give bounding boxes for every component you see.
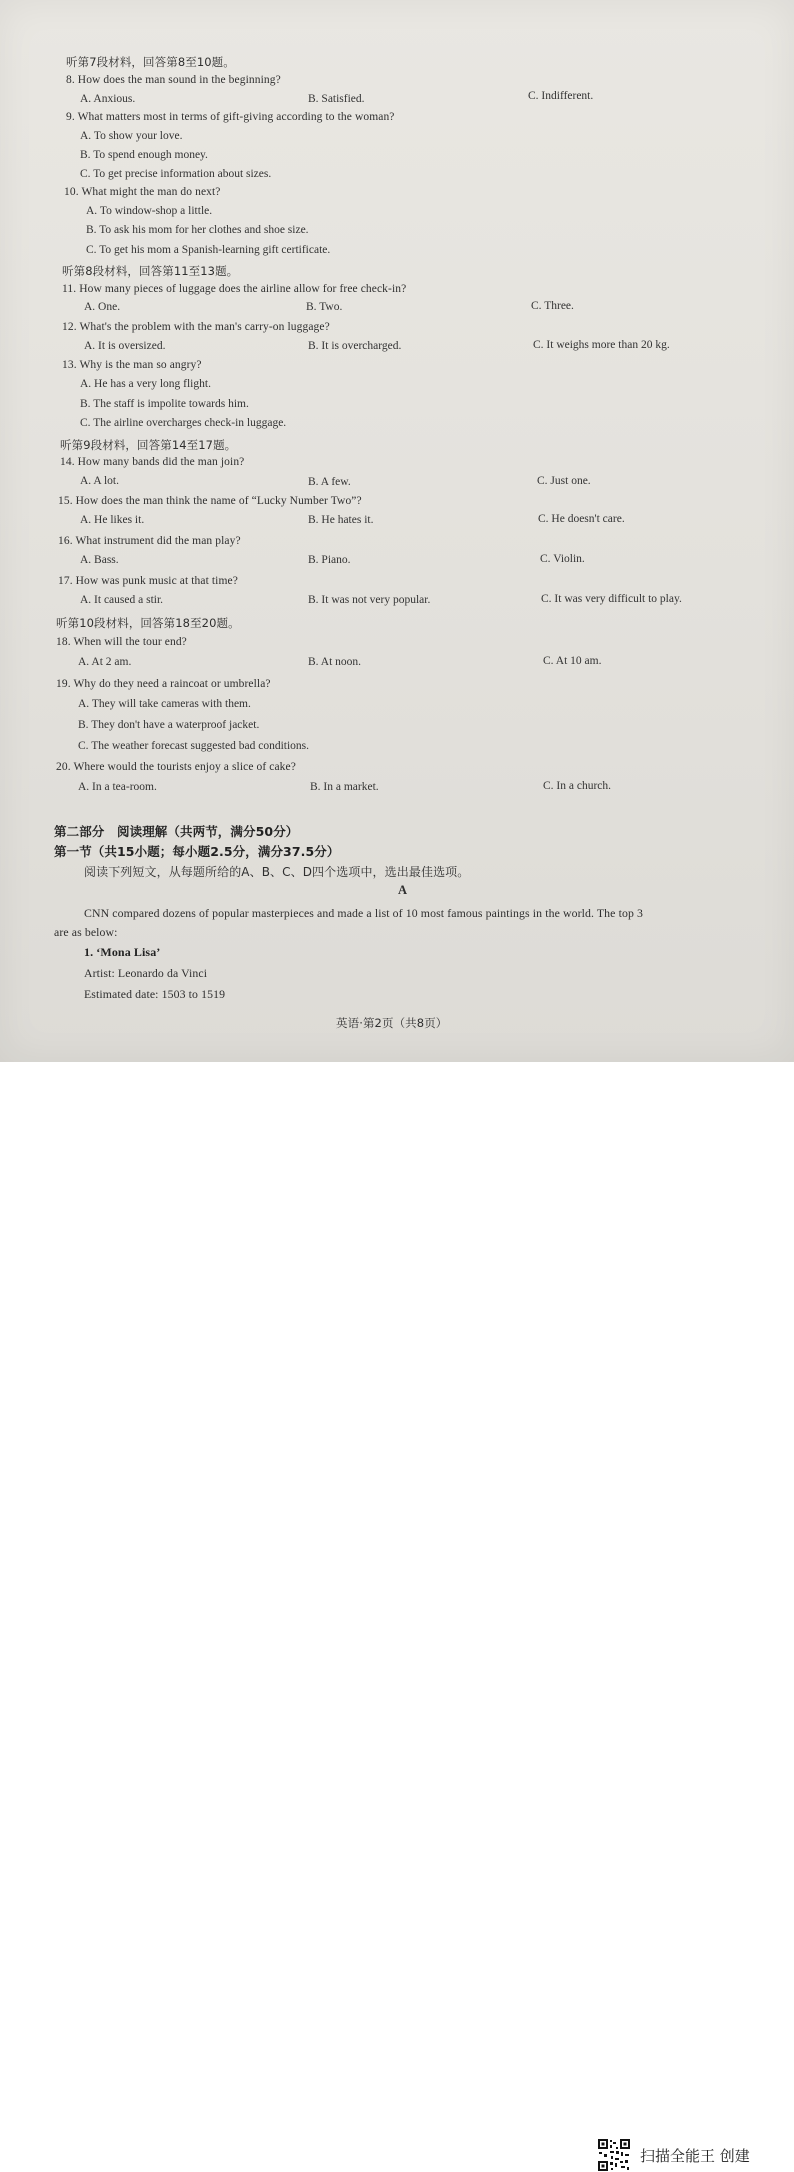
passage-label: A [398,883,408,897]
option-19c: C. The weather forecast suggested bad conditions. [78,740,309,752]
question-10: 10. What might the man do next? [64,186,221,198]
option-20a: A. In a tea-room. [78,781,157,793]
question-13: 13. Why is the man so angry? [62,359,202,371]
question-17: 17. How was punk music at that time? [58,575,238,587]
scanner-watermark: 扫描全能王 创建 [640,2147,750,2165]
option-16a: A. Bass. [80,554,119,566]
option-8c: C. Indifferent. [528,90,594,102]
option-13c: C. The airline overcharges check-in luggage. [80,417,287,429]
option-11a: A. One. [84,301,121,313]
option-9a: A. To show your love. [80,130,183,142]
option-8a: A. Anxious. [80,93,136,105]
passage-intro-line-1: CNN compared dozens of popular masterpieces and made a list of 10 most famous paintings in the world. The top 3 [84,906,643,920]
option-14b: B. A few. [308,476,351,488]
option-17b: B. It was not very popular. [308,594,431,606]
option-20b: B. In a market. [310,781,379,793]
option-16b: B. Piano. [308,554,351,566]
part2-heading: 第二部分 阅读理解（共两节，满分50分） [54,824,299,839]
question-8: 8. How does the man sound in the beginning? [66,74,281,86]
section-header-10: 听第10段材料，回答第18至20题。 [56,616,240,630]
option-13a: A. He has a very long flight. [80,378,211,390]
option-12a: A. It is oversized. [84,340,166,352]
option-10a: A. To window-shop a little. [86,205,213,217]
option-9c: C. To get precise information about sizes. [80,168,272,180]
question-20: 20. Where would the tourists enjoy a slice of cake? [56,761,296,773]
option-8b: B. Satisfied. [308,93,365,105]
option-17c: C. It was very difficult to play. [541,593,682,605]
section1-heading: 第一节（共15小题；每小题2.5分，满分37.5分） [54,844,340,859]
option-18a: A. At 2 am. [78,656,132,668]
option-15b: B. He hates it. [308,514,374,526]
option-10b: B. To ask his mom for her clothes and shoe size. [86,224,309,236]
option-19a: A. They will take cameras with them. [78,698,251,710]
option-17a: A. It caused a stir. [80,594,164,606]
option-19b: B. They don't have a waterproof jacket. [78,719,260,731]
option-16c: C. Violin. [540,553,585,565]
passage-intro-line-2: are as below: [54,925,118,939]
option-11c: C. Three. [531,300,574,312]
question-18: 18. When will the tour end? [56,636,187,648]
section-header-7: 听第7段材料，回答第8至10题。 [66,55,235,69]
option-11b: B. Two. [306,301,343,313]
section-header-8: 听第8段材料，回答第11至13题。 [62,264,239,278]
option-10c: C. To get his mom a Spanish-learning gift certificate. [86,244,331,256]
option-20c: C. In a church. [543,780,612,792]
page-number: 英语·第2页（共8页） [336,1016,448,1030]
option-15a: A. He likes it. [80,514,145,526]
question-12: 12. What's the problem with the man's carry-on luggage? [62,321,330,333]
option-13b: B. The staff is impolite towards him. [80,398,249,410]
question-15: 15. How does the man think the name of “Lucky Number Two”? [58,495,362,507]
item-date: Estimated date: 1503 to 1519 [84,987,226,1001]
exam-content [0,0,794,1062]
option-12c: C. It weighs more than 20 kg. [533,339,670,351]
question-16: 16. What instrument did the man play? [58,535,241,547]
option-15c: C. He doesn't care. [538,513,625,525]
option-9b: B. To spend enough money. [80,149,208,161]
question-9: 9. What matters most in terms of gift-giving according to the woman? [66,111,395,123]
footer-bar [0,1062,794,2165]
question-11: 11. How many pieces of luggage does the airline allow for free check-in? [62,283,407,295]
question-19: 19. Why do they need a raincoat or umbrella? [56,678,271,690]
section-header-9: 听第9段材料，回答第14至17题。 [60,438,237,452]
question-14: 14. How many bands did the man join? [60,456,245,468]
option-18b: B. At noon. [308,656,362,668]
option-12b: B. It is overcharged. [308,340,402,352]
option-18c: C. At 10 am. [543,655,602,667]
item-title: 1. ‘Mona Lisa’ [84,945,161,959]
option-14a: A. A lot. [80,475,119,487]
item-artist: Artist: Leonardo da Vinci [84,966,208,980]
instruction: 阅读下列短文，从每题所给的A、B、C、D四个选项中，选出最佳选项。 [84,865,470,879]
option-14c: C. Just one. [537,475,591,487]
qr-code-icon [597,2138,631,2172]
